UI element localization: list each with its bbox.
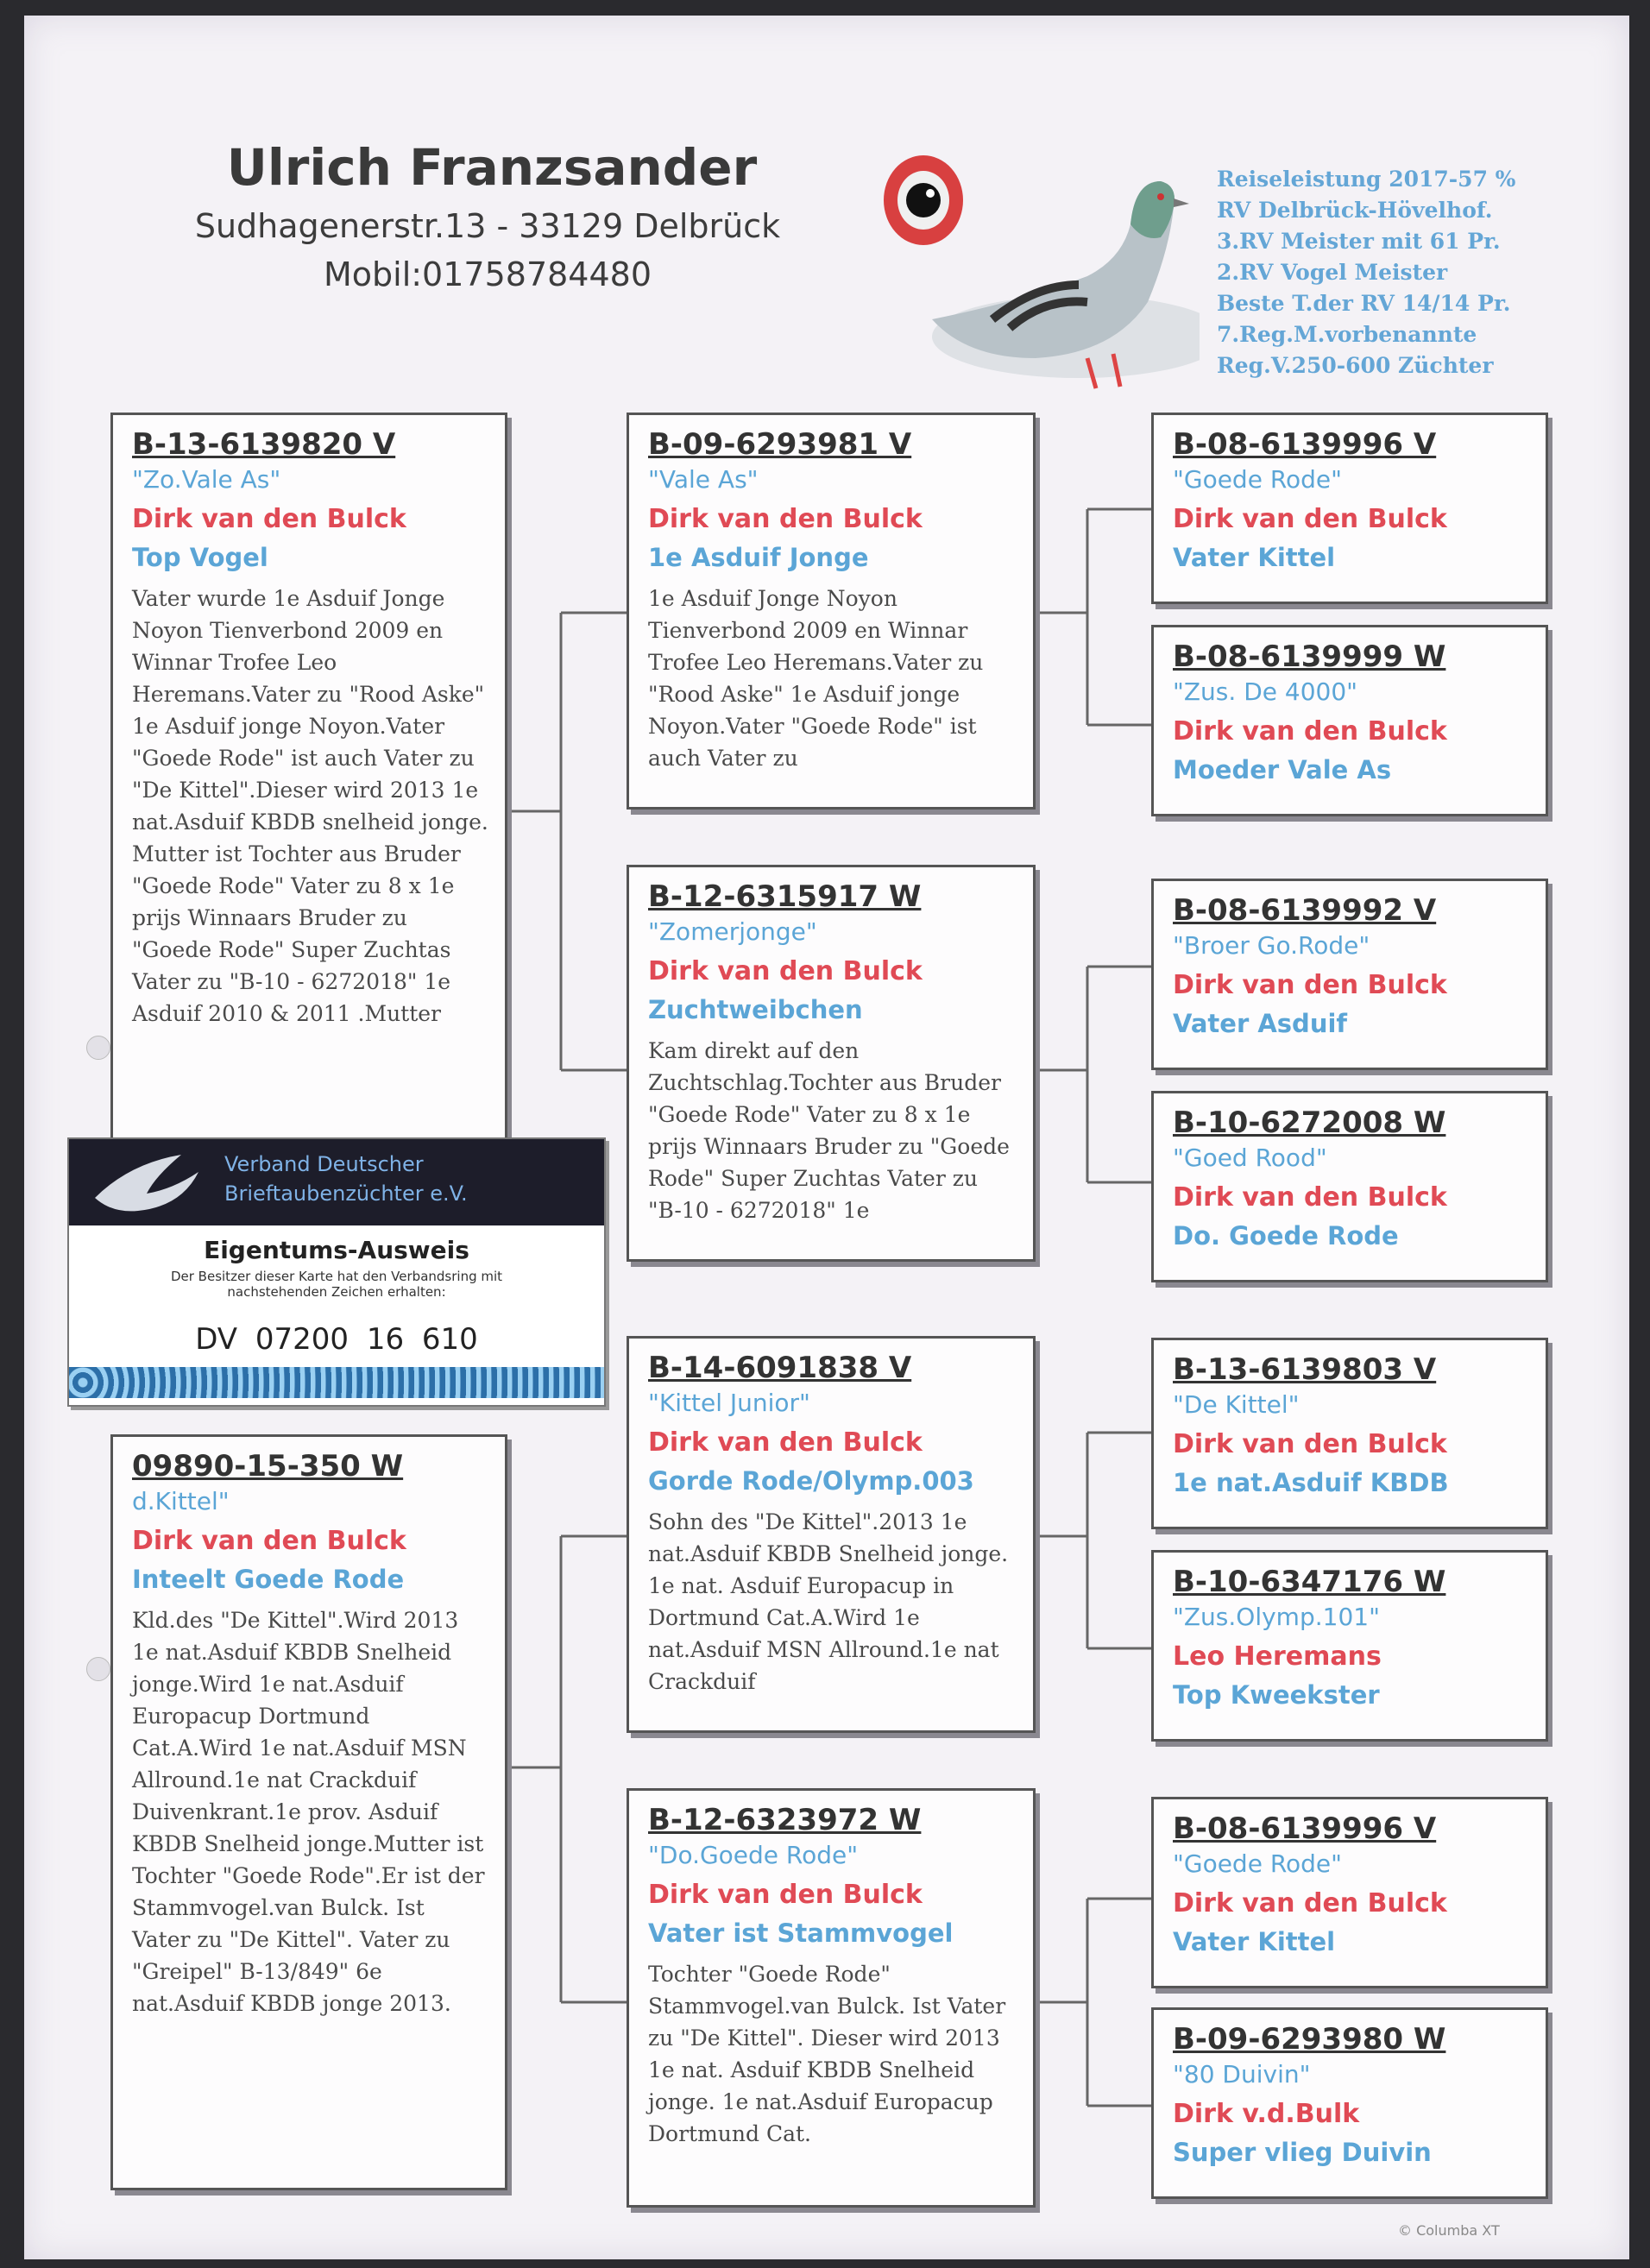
pigeon-note: Vater Kittel: [1173, 543, 1336, 572]
pigeon-note: Super vlieg Duivin: [1173, 2138, 1432, 2167]
pigeon-description: Kld.des "De Kittel".Wird 2013 1e nat.Asduif KBDB Snelheid jonge.Wird 1e nat.Asduif Europacup Dortmund Cat.A.Wird 1e nat.Asduif MSN Allround.1e nat Crackduif Duivenkrant.1e prov. Asduif KBDB Snelheid jonge.Mutter ist Tochter "Goede Rode".Er ist der Stammvogel.van Bulck. Ist Vater zu "De Kittel". Vater zu "Greipel" B-13/849" 6e nat.Asduif KBDB jonge 2013.: [132, 1608, 485, 2016]
main-hen-card: [110, 1434, 507, 2190]
race-performance-list: [1217, 164, 1579, 381]
pigeon-icon: [915, 155, 1200, 414]
pigeon-description: Vater wurde 1e Asduif Jonge Noyon Tienverbond 2009 en Winnar Trofee Leo Heremans.Vater zu "Rood Aske" 1e Asduif jonge Noyon.Vater "Goede Rode" ist auch Vater zu "De Kittel".Dieser wird 2013 1e nat.Asduif KBDB snelheid jonge. Mutter ist Tochter aus Bruder "Goede Rode" Vater zu 8 x 1e prijs Winnaars Bruder zu "Goede Rode" Super Zuchtas Vater zu "B-10 - 6272018" 1e Asduif 2010 & 2011 .Mutter: [132, 586, 488, 1026]
ownership-card-title: Eigentums-Ausweis: [204, 1236, 469, 1264]
parent-card-2: [627, 865, 1036, 1262]
breeder-name: Dirk van den Bulck: [132, 1526, 406, 1556]
breeder-name: Dirk van den Bulck: [1173, 1429, 1447, 1459]
pigeon-note: Vater Kittel: [1173, 1927, 1336, 1956]
ring-number: B-12-6323972 W: [648, 1803, 922, 1837]
ring-number: B-09-6293981 V: [648, 427, 912, 462]
grandparent-card-1: [1151, 413, 1548, 604]
pigeon-name: "Goed Rood": [1173, 1143, 1327, 1172]
dove-logo-icon: [86, 1146, 207, 1220]
pigeon-description: Tochter "Goede Rode" Stammvogel.van Bulck. Ist Vater zu "De Kittel". Dieser wird 2013 1e nat. Asduif KBDB Snelheid jonge. 1e nat.Asduif Europacup Dortmund Cat.: [648, 1962, 1006, 2146]
ring-number: B-14-6091838 V: [648, 1351, 912, 1385]
pigeon-name: "80 Duivin": [1173, 2060, 1311, 2088]
pigeon-name: "Do.Goede Rode": [648, 1841, 859, 1869]
pigeon-name: "Goede Rode": [1173, 465, 1343, 494]
pigeon-name: "De Kittel": [1173, 1390, 1300, 1419]
performance-line: RV Delbrück-Hövelhof.: [1217, 198, 1493, 223]
owner-address: Sudhagenerstr.13 - 33129 Delbrück: [194, 207, 781, 245]
breeder-name: Leo Heremans: [1173, 1641, 1382, 1672]
ring-number: B-08-6139992 V: [1173, 893, 1437, 928]
ring-number: B-10-6347176 W: [1173, 1565, 1446, 1599]
ring-registration-number: DV 07200 16 610: [195, 1322, 478, 1357]
pigeon-description: 1e Asduif Jonge Noyon Tienverbond 2009 en Winnar Trofee Leo Heremans.Vater zu "Rood Aske" 1e Asduif jonge Noyon.Vater "Goede Rode" ist auch Vater zu: [648, 586, 984, 771]
ownership-card-banner: [69, 1139, 604, 1225]
pigeon-note: Zuchtweibchen: [648, 995, 863, 1024]
pigeon-note: Moeder Vale As: [1173, 755, 1392, 784]
breeder-name: Dirk van den Bulck: [648, 956, 923, 986]
punch-hole: [86, 1036, 110, 1060]
breeder-name: Dirk van den Bulck: [132, 504, 406, 534]
performance-line: 2.RV Vogel Meister: [1217, 260, 1448, 285]
association-name: Verband Deutscher Brieftaubenzüchter e.V.: [224, 1152, 468, 1206]
performance-line: Reiseleistung 2017-57 %: [1217, 167, 1516, 192]
breeder-name: Dirk van den Bulck: [648, 1427, 923, 1458]
pigeon-description: Sohn des "De Kittel".2013 1e nat.Asduif KBDB Snelheid jonge. 1e nat. Asduif Europacup in Dortmund Cat.A.Wird 1e nat.Asduif MSN Allround.1e nat Crackduif: [648, 1509, 1009, 1694]
pigeon-name: "Vale As": [648, 465, 759, 494]
grandparent-card-3: [1151, 879, 1548, 1070]
parent-card-1: [627, 413, 1036, 810]
pigeon-name: "Zus.Olymp.101": [1173, 1603, 1380, 1631]
pigeon-name: "Broer Go.Rode": [1173, 931, 1370, 960]
grandparent-card-8: [1151, 2007, 1548, 2199]
pigeon-name: "Zo.Vale As": [132, 465, 281, 494]
performance-line: 3.RV Meister mit 61 Pr.: [1217, 229, 1501, 254]
grandparent-card-2: [1151, 625, 1548, 816]
breeder-name: Dirk van den Bulck: [648, 1880, 923, 1910]
performance-line: 7.Reg.M.vorbenannte: [1217, 322, 1477, 347]
pigeon-name: d.Kittel": [132, 1487, 230, 1515]
pigeon-note: Vater Asduif: [1173, 1009, 1348, 1038]
ring-number: 09890-15-350 W: [132, 1449, 404, 1484]
pigeon-name: "Zomerjonge": [648, 917, 817, 946]
breeder-name: Dirk van den Bulck: [1173, 970, 1447, 1000]
punch-hole: [86, 1657, 110, 1681]
ring-number: B-12-6315917 W: [648, 879, 922, 914]
main-cock-card: [110, 413, 507, 1155]
grandparent-card-4: [1151, 1091, 1548, 1282]
pigeon-note: Vater ist Stammvogel: [648, 1918, 954, 1948]
grandparent-card-6: [1151, 1550, 1548, 1742]
ring-number: B-10-6272008 W: [1173, 1106, 1446, 1140]
parent-card-4: [627, 1788, 1036, 2208]
ownership-card-text: Der Besitzer dieser Karte hat den Verbandsring mit nachstehenden Zeichen erhalten:: [170, 1269, 503, 1300]
breeder-name: Dirk v.d.Bulk: [1173, 2099, 1360, 2129]
pigeon-note: Inteelt Goede Rode: [132, 1565, 405, 1594]
pigeon-note: 1e nat.Asduif KBDB: [1173, 1468, 1449, 1497]
ring-number: B-13-6139820 V: [132, 427, 396, 462]
breeder-name: Dirk van den Bulck: [1173, 716, 1447, 747]
breeder-name: Dirk van den Bulck: [1173, 1888, 1447, 1918]
pigeon-note: Top Kweekster: [1173, 1680, 1380, 1710]
breeder-name: Dirk van den Bulck: [648, 504, 923, 534]
pigeon-note: Gorde Rode/Olymp.003: [648, 1466, 974, 1496]
pigeon-name: "Goede Rode": [1173, 1849, 1343, 1878]
pigeon-name: "Zus. De 4000": [1173, 677, 1358, 706]
owner-phone: Mobil:01758784480: [323, 255, 652, 293]
pigeon-note: 1e Asduif Jonge: [648, 543, 869, 572]
pigeon-description: Kam direkt auf den Zuchtschlag.Tochter aus Bruder "Goede Rode" Vater zu 8 x 1e prijs Winnaars Bruder zu "Goede Rode" Super Zuchtas Vater zu "B-10 - 6272018" 1e: [648, 1038, 1010, 1223]
software-credit: © Columba XT: [1398, 2222, 1500, 2239]
breeder-name: Dirk van den Bulck: [1173, 504, 1447, 534]
ring-number: B-08-6139996 V: [1173, 1811, 1437, 1846]
ownership-card: [67, 1137, 606, 1407]
parent-card-3: [627, 1336, 1036, 1733]
pigeon-note: Do. Goede Rode: [1173, 1221, 1399, 1251]
ring-number: B-13-6139803 V: [1173, 1352, 1437, 1387]
performance-line: Beste T.der RV 14/14 Pr.: [1217, 291, 1511, 316]
decorative-strip: [69, 1367, 604, 1398]
grandparent-card-5: [1151, 1338, 1548, 1529]
grandparent-card-7: [1151, 1797, 1548, 1988]
pigeon-note: Top Vogel: [132, 543, 268, 572]
ring-number: B-08-6139996 V: [1173, 427, 1437, 462]
ring-number: B-08-6139999 W: [1173, 639, 1446, 674]
owner-name: Ulrich Franzsander: [226, 138, 758, 197]
breeder-name: Dirk van den Bulck: [1173, 1182, 1447, 1213]
performance-line: Reg.V.250-600 Züchter: [1217, 353, 1494, 378]
ring-number: B-09-6293980 W: [1173, 2022, 1446, 2057]
pigeon-name: "Kittel Junior": [648, 1389, 810, 1417]
